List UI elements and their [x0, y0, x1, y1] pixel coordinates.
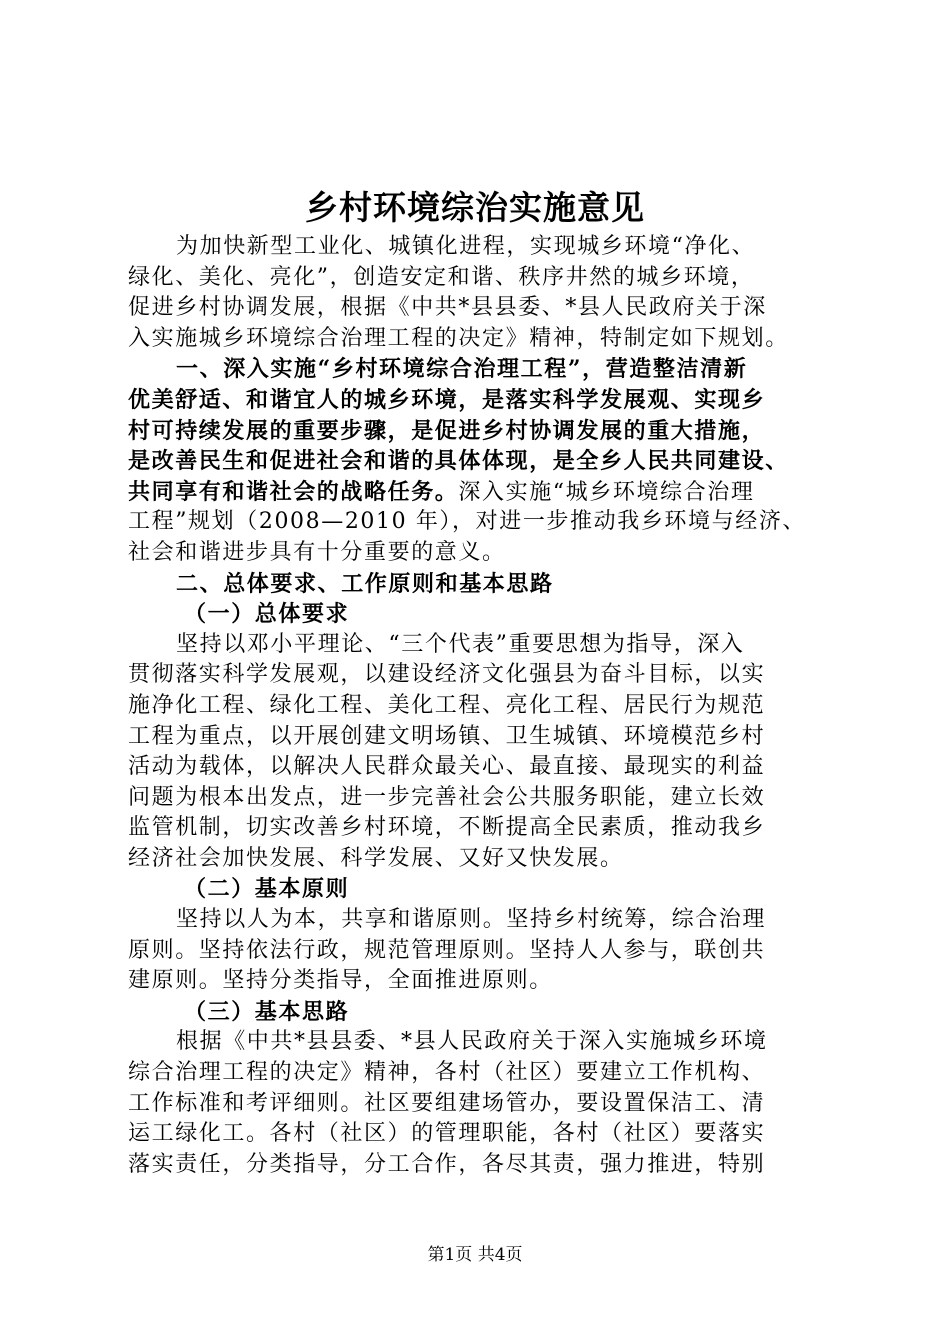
paragraph-line: 贯彻落实科学发展观，以建设经济文化强县为奋斗目标，以实 — [128, 662, 766, 688]
page-footer: 第1页 共4页 — [427, 1245, 523, 1265]
paragraph-line: 根据《中共*县县委、*县人民政府关于深入实施城乡环境 — [176, 1029, 768, 1055]
paragraph-line: 问题为根本出发点，进一步完善社会公共服务职能，建立长效 — [128, 784, 766, 810]
paragraph-line: 活动为载体，以解决人民群众最关心、最直接、最现实的利益 — [128, 754, 766, 780]
bold-paragraph-line: 村可持续发展的重要步骤，是促进乡村协调发展的重大措施， — [128, 417, 766, 444]
subsection-heading: （一）总体要求 — [184, 601, 350, 628]
paragraph-line: 入实施城乡环境综合治理工程的决定》精神，特制定如下规划。 — [128, 325, 789, 351]
subsection-heading: （三）基本思路 — [184, 998, 350, 1025]
paragraph-line: 坚持以人为本，共享和谐原则。坚持乡村统筹，综合治理 — [176, 907, 767, 933]
subsection-heading: （二）基本原则 — [184, 876, 350, 903]
paragraph-line: 社会和谐进步具有十分重要的意义。 — [128, 539, 506, 565]
paragraph-line: 绿化、美化、亮化”，创造安定和谐、秩序井然的城乡环境， — [128, 264, 755, 290]
section-heading-line: 一、深入实施“乡村环境综合治理工程”，营造整洁清新 — [176, 356, 748, 383]
paragraph-line: 工程为重点，以开展创建文明场镇、卫生城镇、环境模范乡村 — [128, 723, 766, 749]
bold-text-span: 共同享有和谐社会的战略任务。 — [128, 478, 459, 505]
paragraph-line: 落实责任，分类指导，分工合作，各尽其责，强力推进，特别 — [128, 1151, 766, 1177]
document-body — [128, 232, 832, 1180]
paragraph-line: 监管机制，切实改善乡村环境，不断提高全民素质，推动我乡 — [128, 815, 766, 841]
paragraph-line: 坚持以邓小平理论、“三个代表”重要思想为指导，深入 — [176, 631, 745, 657]
text-span: 深入实施“城乡环境综合治理 — [458, 479, 755, 505]
paragraph-line: 工作标准和考评细则。社区要组建场管办，要设置保洁工、清 — [128, 1090, 766, 1116]
section-heading-line: 二、总体要求、工作原则和基本思路 — [176, 570, 554, 597]
paragraph-line: 建原则。坚持分类指导，全面推进原则。 — [128, 968, 553, 994]
paragraph-line: 原则。坚持依法行政，规范管理原则。坚持人人参与，联创共 — [128, 937, 766, 963]
paragraph-line: 为加快新型工业化、城镇化进程，实现城乡环境“净化、 — [176, 234, 756, 259]
bold-paragraph-line: 是改善民生和促进社会和谐的具体体现，是全乡人民共同建设、 — [128, 448, 789, 475]
mixed-paragraph-line — [128, 477, 832, 508]
paragraph-line: 经济社会加快发展、科学发展、又好又快发展。 — [128, 845, 624, 871]
paragraph-line: 综合治理工程的决定》精神，各村（社区）要建立工作机构、 — [128, 1060, 766, 1086]
bold-paragraph-line: 优美舒适、和谐宜人的城乡环境，是落实科学发展观、实现乡 — [128, 386, 766, 413]
paragraph-line: 运工绿化工。各村（社区）的管理职能，各村（社区）要落实 — [128, 1121, 766, 1147]
paragraph-line: 施净化工程、绿化工程、美化工程、亮化工程、居民行为规范 — [128, 692, 766, 718]
paragraph-line: 工程”规划（2008—2010 年），对进一步推动我乡环境与经济、 — [128, 509, 807, 535]
document-title: 乡村环境综治实施意见 — [305, 188, 645, 227]
paragraph-line: 促进乡村协调发展，根据《中共*县县委、*县人民政府关于深 — [128, 295, 767, 321]
